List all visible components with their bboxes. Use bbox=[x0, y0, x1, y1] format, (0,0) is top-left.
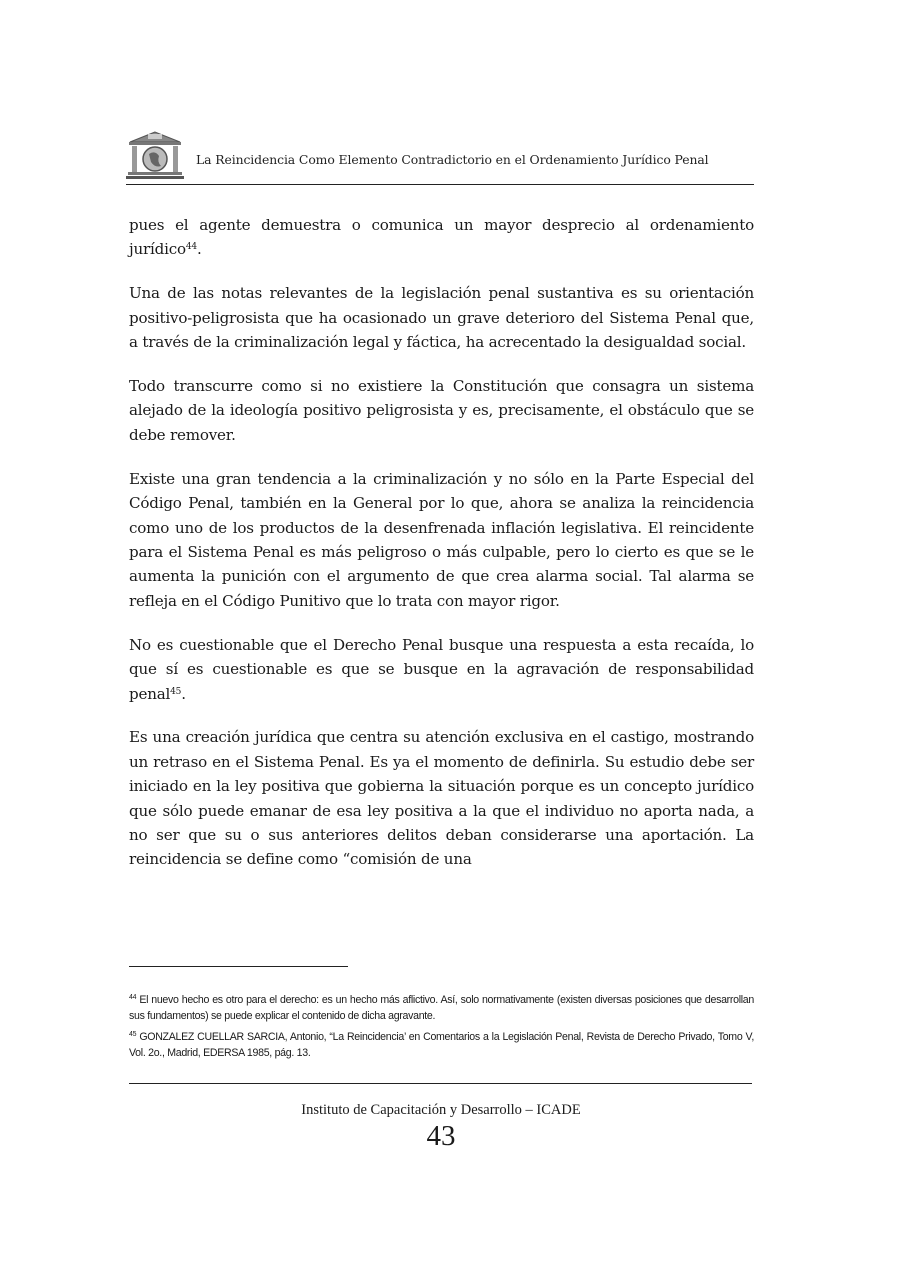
body-text bbox=[129, 213, 754, 891]
punctuation: . bbox=[196, 240, 202, 259]
footnote bbox=[129, 992, 754, 1024]
punctuation: . bbox=[181, 684, 186, 703]
footer-institution: Instituto de Capacitación y Desarrollo – ICADE bbox=[301, 1102, 581, 1118]
running-header-title: La Reincidencia Como Elemento Contradictorio en el Ordenamiento Jurídico Penal bbox=[196, 152, 709, 167]
footnote-number: 45 bbox=[129, 1031, 137, 1038]
paragraph bbox=[129, 633, 754, 706]
footnote-ref[interactable]: 45 bbox=[170, 686, 182, 697]
footnote-number: 44 bbox=[129, 994, 137, 1001]
institution-logo bbox=[126, 130, 184, 180]
paragraph bbox=[129, 213, 754, 262]
page-number: 43 bbox=[426, 1120, 456, 1152]
footnote-separator bbox=[129, 966, 348, 967]
paragraph-text: No es cuestionable que el Derecho Penal busque una respuesta a esta recaída, lo que sí es cuestionable es que se busque en la agravación de responsabilidad penal bbox=[129, 635, 754, 703]
page-header bbox=[126, 130, 754, 185]
paragraph: Es una creación jurídica que centra su atención exclusiva en el castigo, mostrando un retraso en el Sistema Penal. Es ya el momento de definirla. Su estudio debe ser iniciado en la ley positiva que gobierna la situación porque es un concepto jurídico que sólo puede emanar de esa ley positiva a la que el individuo no aporta nada, a no ser que su o sus anteriores delitos deban considerarse una aportación. La reincidencia se define como “comisión de una bbox=[129, 728, 754, 869]
paragraph: Todo transcurre como si no existiere la Constitución que consagra un sistema alejado de la ideología positivo peligrosista y es, precisamente, el obstáculo que se debe remover. bbox=[129, 377, 754, 444]
footnote bbox=[129, 1029, 754, 1061]
paragraph: Una de las notas relevantes de la legislación penal sustantiva es su orientación positivo-peligrosista que ha ocasionado un grave deterioro del Sistema Penal que, a través de la criminalización legal y fáctica, ha acrecentado la desigualdad social. bbox=[129, 284, 754, 352]
paragraph: Existe una gran tendencia a la criminalización y no sólo en la Parte Especial del Código Penal, también en la General por lo que, ahora se analiza la reincidencia como uno de los productos de la desenfrenada inflación legislativa. El reincidente para el Sistema Penal es más peligroso o más culpable, pero lo cierto es que se le aumenta la punición con el argumento de que crea alarma social. Tal alarma se refleja en el Código Punitivo que lo trata con mayor rigor. bbox=[129, 469, 754, 610]
footnote-text: El nuevo hecho es otro para el derecho: es un hecho más aflictivo. Así, solo normativamente (existen diversas posiciones que desarrollan sus fundamentos) se puede explicar el contenido de dicha agravante. bbox=[129, 994, 754, 1022]
footnote-ref[interactable]: 44 bbox=[185, 242, 197, 253]
paragraph-text: pues el agente demuestra o comunica un mayor desprecio al ordenamiento jurídico bbox=[129, 216, 754, 259]
footnote-text: GONZALEZ CUELLAR SARCIA, Antonio, “La Reincidencia’ en Comentarios a la Legislación Penal, Revista de Derecho Privado, Tomo V, Vol. 2o., Madrid, EDERSA 1985, pág. 13. bbox=[129, 1031, 754, 1059]
footnotes bbox=[129, 992, 754, 1066]
footer-rule bbox=[129, 1083, 752, 1084]
